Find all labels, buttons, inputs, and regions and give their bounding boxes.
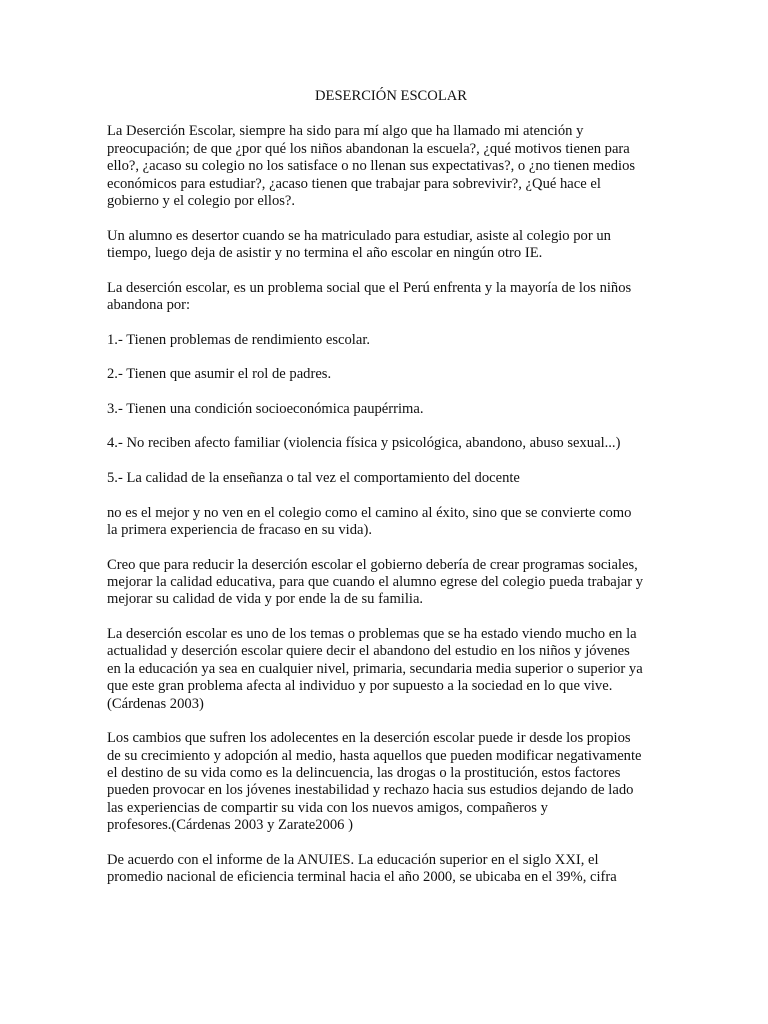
- text-line: 4.- No reciben afecto familiar (violencia física y psicológica, abandono, abuso sexual...): [107, 435, 621, 452]
- paragraph: [107, 123, 667, 210]
- paragraph: [107, 401, 667, 418]
- text-line: las experiencias de compartir su vida con los nuevos amigos, compañeros y: [107, 799, 548, 816]
- text-line: tiempo, luego deja de asistir y no termina el año escolar en ningún otro IE.: [107, 245, 543, 262]
- text-line: De acuerdo con el informe de la ANUIES. La educación superior en el siglo XXI, el: [107, 851, 599, 868]
- paragraph: [107, 435, 667, 452]
- document-page: [107, 88, 667, 904]
- text-line: mejorar su calidad de vida y por ende la de su familia.: [107, 591, 424, 608]
- text-line: que este gran problema afecta al individuo y por supuesto a la sociedad en lo que vive.: [107, 678, 613, 695]
- text-line: gobierno y el colegio por ellos?.: [107, 193, 296, 210]
- document-body: [107, 123, 667, 886]
- text-line: Un alumno es desertor cuando se ha matriculado para estudiar, asiste al colegio por un: [107, 227, 611, 244]
- paragraph: [107, 280, 667, 315]
- text-line: Los cambios que sufren los adolecentes en la deserción escolar puede ir desde los propios: [107, 730, 631, 747]
- paragraph: [107, 557, 667, 609]
- paragraph: [107, 228, 667, 263]
- document-title: DESERCIÓN ESCOLAR: [314, 88, 468, 104]
- text-line: mejorar la calidad educativa, para que cuando el alumno egrese del colegio pueda trabajar y: [107, 574, 644, 590]
- text-line: La Deserción Escolar, siempre ha sido para mí algo que ha llamado mi atención y: [107, 123, 584, 140]
- text-line: abandona por:: [107, 297, 191, 314]
- paragraph: [107, 470, 667, 487]
- text-line: 2.- Tienen que asumir el rol de padres.: [107, 366, 332, 383]
- text-line: económicos para estudiar?, ¿acaso tienen que trabajar para sobrevivir?, ¿Qué hace el: [107, 175, 601, 192]
- text-line: Creo que para reducir la deserción escolar el gobierno debería de crear programas sociales,: [107, 556, 638, 573]
- text-line: de su crecimiento y adopción al medio, hasta aquellos que pueden modificar negativamente: [107, 747, 642, 764]
- text-line: preocupación; de que ¿por qué los niños abandonan la escuela?, ¿qué motivos tienen para: [107, 140, 630, 157]
- text-line: 5.- La calidad de la enseñanza o tal vez el comportamiento del docente: [107, 470, 520, 486]
- text-line: no es el mejor y no ven en el colegio como el camino al éxito, sino que se convierte como: [107, 504, 632, 521]
- paragraph: [107, 366, 667, 383]
- paragraph: [107, 505, 667, 540]
- paragraph: [107, 730, 667, 834]
- text-line: 1.- Tienen problemas de rendimiento escolar.: [107, 331, 371, 348]
- text-line: La deserción escolar es uno de los temas o problemas que se ha estado viendo mucho en la: [107, 626, 637, 642]
- text-line: promedio nacional de eficiencia terminal hacia el año 2000, se ubicaba en el 39%, cifra: [107, 869, 617, 886]
- paragraph: [107, 332, 667, 349]
- text-line: profesores.(Cárdenas 2003 y Zarate2006 ): [107, 817, 353, 834]
- paragraph: [107, 852, 667, 887]
- paragraph: [107, 626, 667, 713]
- text-line: en la educación ya sea en cualquier nivel, primaria, secundaria media superior o superior ya: [107, 660, 643, 677]
- text-line: (Cárdenas 2003): [107, 695, 204, 712]
- text-line: La deserción escolar, es un problema social que el Perú enfrenta y la mayoría de los niños: [107, 279, 632, 296]
- text-line: actualidad y deserción escolar quiere decir el abandono del estudio en los niños y jóvenes: [107, 643, 630, 660]
- text-line: 3.- Tienen una condición socioeconómica paupérrima.: [107, 400, 424, 417]
- text-line: ello?, ¿acaso su colegio no los satisface o no llenan sus expectativas?, o ¿no tienen medios: [107, 158, 636, 175]
- text-line: pueden provocar en los jóvenes inestabilidad y rechazo hacia sus estudios dejando de lado: [107, 782, 634, 799]
- text-line: la primera experiencia de fracaso en su vida).: [107, 522, 372, 538]
- text-line: el destino de su vida como es la delincuencia, las drogas o la prostitución, estos factores: [107, 765, 621, 782]
